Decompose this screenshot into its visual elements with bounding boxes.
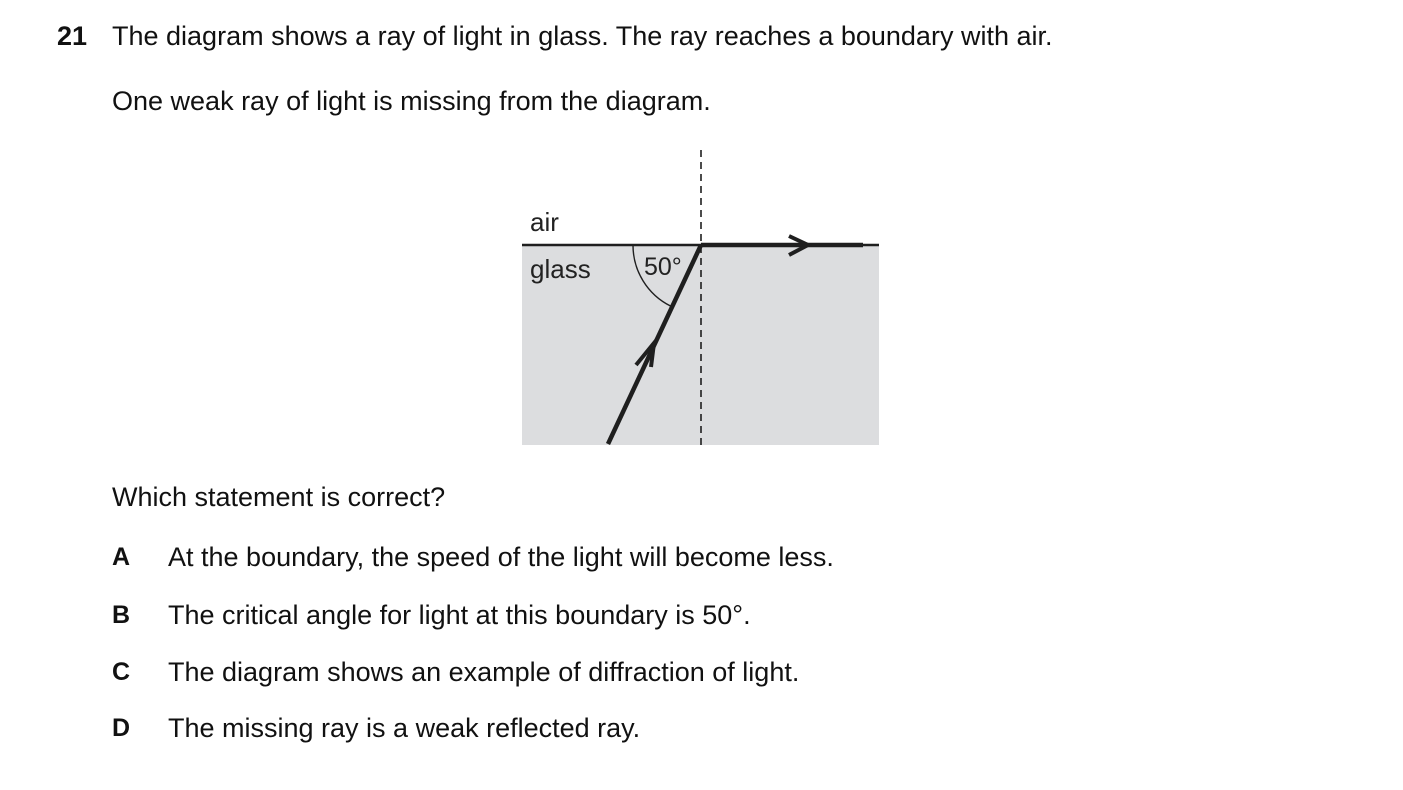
angle-label: 50° [644,253,682,281]
option-c[interactable] [112,655,799,689]
option-letter: C [112,657,131,686]
air-label: air [530,207,559,237]
option-a[interactable] [112,540,834,574]
option-text: The missing ray is a weak reflected ray. [168,712,641,743]
question-number: 21 [57,21,88,51]
question-prompt: Which statement is correct? [112,482,446,512]
refraction-diagram [515,145,890,455]
question-stem-line-2: One weak ray of light is missing from the diagram. [112,86,711,116]
option-text: The critical angle for light at this boundary is 50°. [168,599,751,630]
option-text: The diagram shows an example of diffraction of light. [168,656,800,687]
option-letter: D [112,713,131,742]
option-b[interactable] [112,598,751,632]
option-letter: A [112,542,131,571]
option-text: At the boundary, the speed of the light will become less. [168,541,834,572]
option-d[interactable] [112,711,640,745]
refraction-diagram-svg [515,145,890,455]
option-letter: B [112,600,131,629]
question-stem-line-1: The diagram shows a ray of light in glass. The ray reaches a boundary with air. [112,21,1053,51]
glass-label: glass [530,254,591,284]
